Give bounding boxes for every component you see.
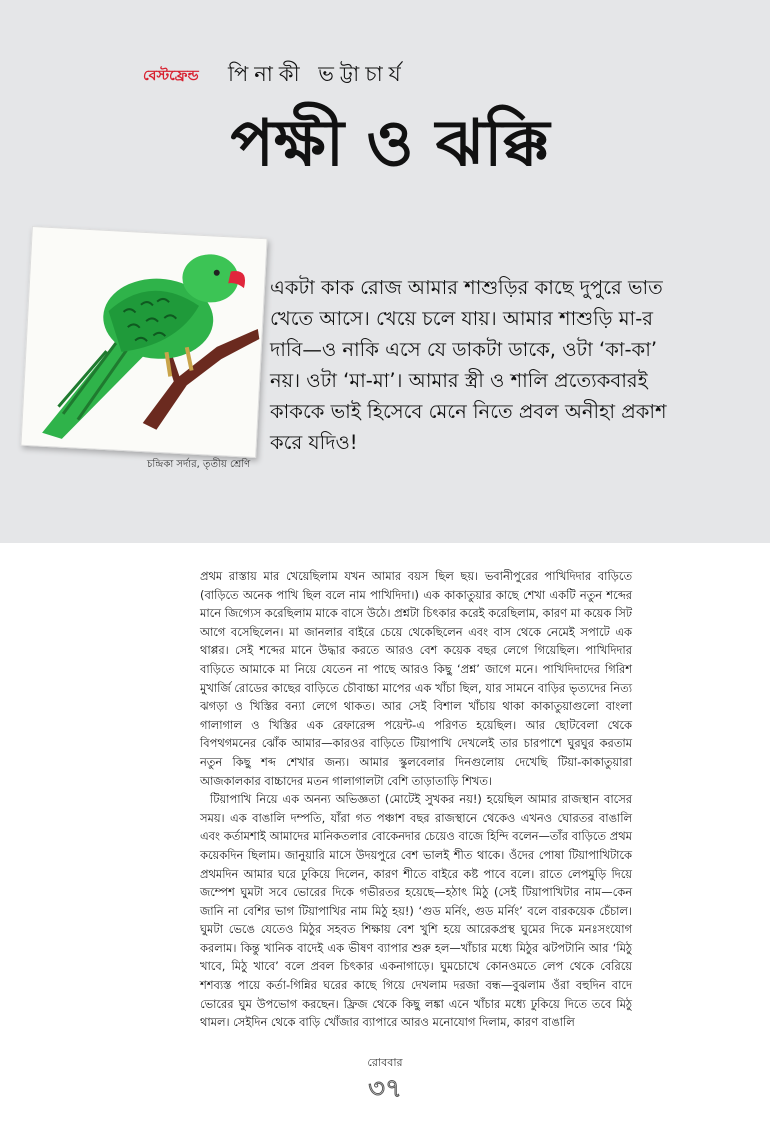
body-paragraph-1: প্রথম রাস্তায় মার খেয়েছিলাম যখন আমার বয়স ছিল ছয়। ভবানীপুরের পাখিদিদার বাড়িতে (বাড়িতে অনেক পাখি ছিল বলে নাম পাখিদিদা।) এক কাকাতুয়ার কাছে শেখা একটি নতুন শব্দের মানে জিগ্যেস করেছিলাম মাকে বাসে উঠে। প্রশ্নটা চিৎকার করেই করেছিলাম, কারণ মা কয়েক সিট আগে বসেছিলেন। মা জানলার বাইরে চেয়ে থেকেছিলেন এবং বাস থেকে নেমেই সপাটে এক থাপ্পর। সেই শব্দের মানে উদ্ধার করতে আরও বেশ কয়েক বছর লেগে গিয়েছিল। পাখিদিদার বাড়িতে আমাকে মা নিয়ে যেতেন না পাছে আরও কিছু ‘প্রশ্ন’ জাগে মনে। পাখিদিদাদের গিরিশ মুখার্জি রোডের কাছের বাড়িতে চৌবাচ্চা মাপের এক খাঁচা ছিল, যার সামনে বাড়ির ভৃত্যদের নিত্য ঝগড়া ও খিস্তির বন্যা লেগে থাকত। আর সেই বিশাল খাঁচায় থাকা কাকাতুয়াগুলো বাংলা গালাগাল ও খিস্তির এক রেফারেন্স পয়েন্ট-এ পরিণত হয়েছিল। আর ছোটবেলা থেকে বিপথগমনের ঝোঁক আমার—কারওর বাড়িতে টিয়াপাখি দেখলেই তার চারপাশে ঘুরঘুর করতাম নতুন কিছু শব্দ শেখার জন্য। আমার স্কুলবেলার দিনগুলোয় দেখেছি টিয়া-কাকাতুয়ারা আজকালকার বাচ্চাদের মতন গালাগালটা বেশি তাড়াতাড়ি শিখত। [200, 569, 632, 788]
parrot-drawing [21, 227, 266, 457]
author-name: পিনাকী ভট্টাচার্য [228, 62, 407, 86]
page-number: ৩৭ [368, 1074, 402, 1104]
article-title: পক্ষী ও ঝক্কি [230, 106, 550, 181]
series-label: বেস্টফ্রেন্ড [143, 68, 199, 84]
illustration-caption: চন্দ্রিকা সর্দার, তৃতীয় শ্রেণি [147, 459, 251, 470]
header-panel [0, 0, 770, 543]
intro-paragraph: একটা কাক রোজ আমার শাশুড়ির কাছে দুপুরে ভাত খেতে আসে। খেয়ে চলে যায়। আমার শাশুড়ি মা-র দাবি—ও নাকি এসে যে ডাকটা ডাকে, ওটা ‘কা-কা’ নয়। ওটা ‘মা-মা’। আমার স্ত্রী ও শালি প্রত্যেকবারই কাককে ভাই হিসেবে মেনে নিতে প্রবল অনীহা প্রকাশ করে যদিও! [270, 276, 667, 454]
article-body [200, 567, 632, 1032]
body-paragraph-2: টিয়াপাখি নিয়ে এক অনন্য অভিজ্ঞতা (মোটেই সুখকর নয়!) হয়েছিল আমার রাজস্থান বাসের সময়। এক বাঙালি দম্পতি, যাঁরা গত পঞ্চাশ বছর রাজস্থানে থেকেও এখনও ঘোরতর বাঙালি এবং কর্তামশাই আমাদের মানিকতলার বোকেনদার চেয়েও বাজে হিন্দি বলেন—তাঁর বাড়িতে প্রথম কয়েকদিন ছিলাম। জানুয়ারি মাসে উদয়পুরে বেশ ভালই শীত থাকে। ওঁদের পোষা টিয়াপাখিটাকে প্রথমদিন আমার ঘরে ঢুকিয়ে দিলেন, কারণ শীতে বাইরে কষ্ট পাবে বলে। রাতে লেপমুড়ি দিয়ে জম্পেশ ঘুমটা সবে ভোরের দিকে গভীরতর হয়েছে—হঠাৎ মিঠু (সেই টিয়াপাখিটার নাম—কেন জানি না বেশির ভাগ টিয়াপাখির নাম মিঠু হয়!) ‘গুড মর্নিং, গুড মর্নিং’ বলে বারকয়েক চেঁচাল। ঘুমটা ভেঙে যেতেও মিঠুর সহবত শিক্ষায় বেশ খুশি হয়ে আরেকপ্রস্থ ঘুমের দিকে মনঃসংযোগ করলাম। কিন্তু খানিক বাদেই এক ভীষণ ব্যাপার শুরু হল—খাঁচার মধ্যে মিঠুর ঝটপটানি আর ‘মিঠু খাবে, মিঠু খাবে’ বলে প্রবল চিৎকার একনাগাড়ে। ঘুমচোখে কোনওমতে লেপ থেকে বেরিয়ে শশব্যস্ত পায়ে কর্তা-গিন্নির ঘরের কাছে গিয়ে দেখলাম দরজা বন্ধ—বুঝলাম ওঁরা বহুদিন বাদে ভোরের ঘুম উপভোগ করছেন। ফ্রিজ থেকে কিছু লঙ্কা এনে খাঁচার মধ্যে ঢুকিয়ে দিতে তবে মিঠু থামল। সেইদিন থেকে বাড়ি খোঁজার ব্যাপারে আরও মনোযোগ দিলাম, কারণ বাঙালি [200, 792, 632, 1030]
footer-label: রোববার [367, 1056, 403, 1069]
parrot-illustration [20, 226, 267, 458]
